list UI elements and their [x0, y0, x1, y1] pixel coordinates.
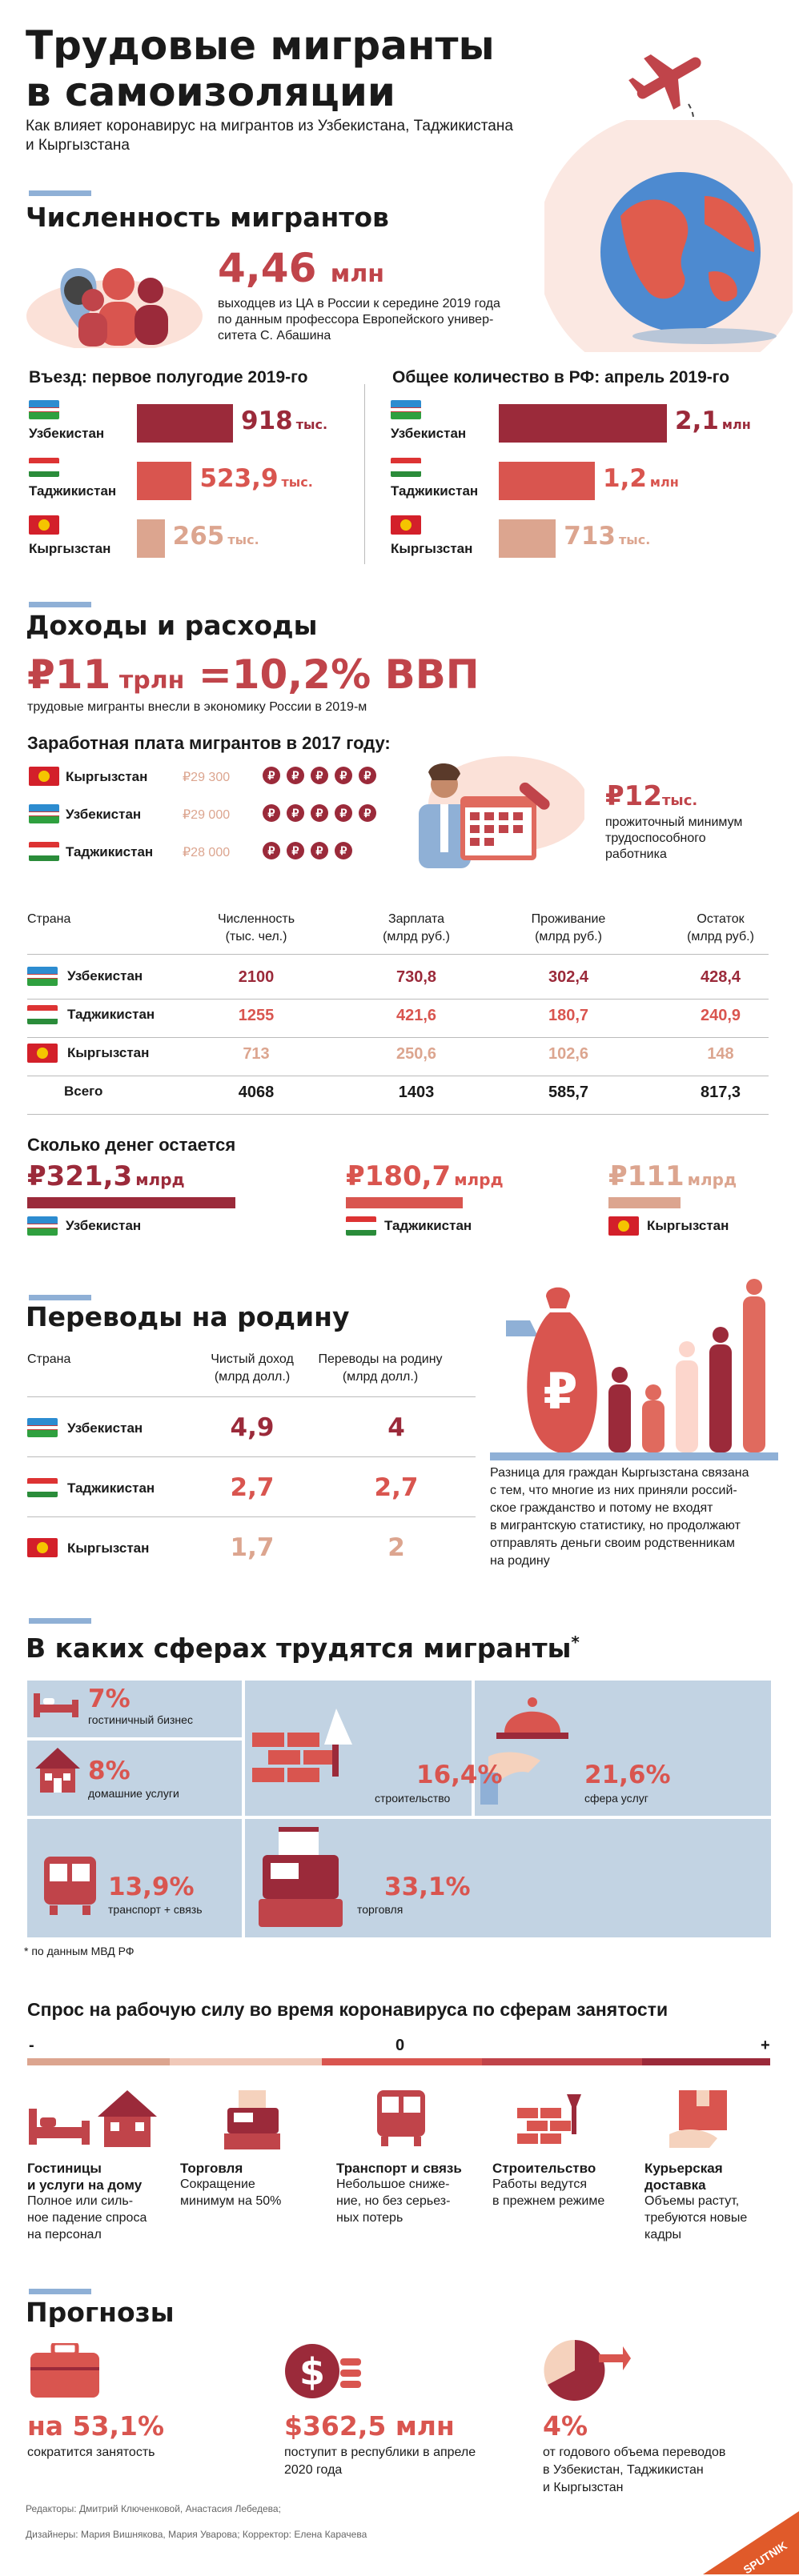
forecast-desc: 2020 года — [284, 2463, 343, 2477]
table-cell: 180,7 — [548, 1007, 589, 1024]
remains-country: Узбекистан — [66, 1218, 142, 1233]
table-cell: 102,6 — [548, 1045, 589, 1063]
remit-rule — [27, 1516, 476, 1517]
table-cell: 1255 — [238, 1007, 275, 1024]
minimum-desc: прожиточный минимум трудоспособного работника — [605, 815, 743, 861]
demand-bar-4 — [482, 2058, 642, 2065]
globe-icon — [544, 120, 793, 352]
sputnik-brand: SPUTNIK — [741, 2538, 789, 2576]
ruble-coin-icon: ₽ — [311, 804, 328, 822]
bar-unit: тыс. — [619, 532, 651, 547]
bus-small-icon — [373, 2089, 429, 2149]
remains-value: ₽180,7 — [346, 1160, 452, 1192]
ruble-coin-icon: ₽ — [335, 842, 352, 859]
flag-kg — [29, 515, 59, 535]
table-header-unit: (млрд руб.) — [383, 930, 450, 943]
table-cell: 585,7 — [548, 1084, 589, 1101]
demand-desc: Полное или силь- — [27, 2194, 134, 2208]
salary-heading: Заработная плата мигрантов в 2017 году: — [27, 733, 391, 753]
forecast-desc: и Кыргызстан — [543, 2481, 624, 2494]
ruble-coin-icon: ₽ — [311, 842, 328, 859]
bar-value: 265 — [172, 522, 225, 551]
remains-value: ₽111 — [608, 1160, 685, 1192]
remit-header: Чистый доход — [211, 1352, 294, 1366]
sphere-label: сфера услуг — [584, 1792, 648, 1805]
demand-heading: Спрос на рабочую силу во время коронавируса по сферам занятости — [27, 1999, 669, 2020]
money-bag-chart-icon — [490, 1272, 786, 1460]
table-cell: 1403 — [398, 1084, 435, 1101]
bar-label — [199, 464, 312, 493]
table-header-unit: (млрд руб.) — [535, 930, 602, 943]
subtitle: Как влияет коронавирус на мигрантов из Узбекистана, Таджикистана и Кыргызстана — [26, 118, 513, 154]
demand-desc: кадры — [644, 2228, 681, 2241]
remains-unit: млрд — [135, 1170, 185, 1189]
bar-category: Таджикистан — [29, 483, 117, 499]
ruble-coin-icon: ₽ — [263, 842, 280, 859]
flag-kg — [391, 515, 421, 535]
flag-uz — [27, 1216, 58, 1236]
remains-bar — [346, 1197, 463, 1208]
demand-desc: Работы ведутся — [492, 2177, 588, 2191]
ruble-coin-icon: ₽ — [263, 767, 280, 784]
section-income-heading: Доходы и расходы — [26, 610, 318, 641]
total-chart-title: Общее количество в РФ: апрель 2019-го — [392, 368, 730, 387]
sphere-label: строительство — [375, 1792, 451, 1805]
table-cell: 730,8 — [395, 968, 437, 986]
svg-text:₽: ₽ — [543, 1362, 578, 1420]
table-cell: 428,4 — [700, 968, 741, 986]
demand-minus: - — [29, 2037, 34, 2054]
dollar-coins-icon — [284, 2341, 364, 2401]
bar-category: Кыргызстан — [29, 541, 111, 556]
remit-header-unit: (млрд долл.) — [342, 1370, 419, 1384]
flag-tj — [346, 1216, 376, 1236]
ruble-coin-icon: ₽ — [263, 804, 280, 822]
flag-kg — [608, 1216, 639, 1236]
bar-value: 713 — [564, 522, 616, 551]
page-title: Трудовые мигранты в самоизоляции — [26, 22, 495, 115]
remit-transfer: 2,7 — [374, 1473, 419, 1502]
sphere-label: торговля — [357, 1903, 404, 1916]
bricks-icon — [252, 1709, 364, 1797]
salary-value: ₽29 000 — [183, 808, 231, 822]
spheres-note: * по данным МВД РФ — [24, 1945, 135, 1957]
svg-text:$: $ — [299, 2350, 326, 2394]
demand-desc: минимум на 50% — [180, 2194, 282, 2208]
remit-country: Кыргызстан — [67, 1540, 150, 1556]
remit-income: 1,7 — [230, 1533, 275, 1562]
table-cell: 421,6 — [395, 1007, 437, 1024]
cash-register-icon — [255, 1827, 343, 1931]
remains-value: ₽321,3 — [27, 1160, 133, 1192]
table-country: Таджикистан — [67, 1007, 155, 1022]
sphere-value: 8% — [88, 1757, 130, 1785]
salary-value: ₽29 300 — [183, 771, 231, 784]
table-cell: 713 — [243, 1045, 270, 1063]
bar-value: 1,2 — [603, 464, 647, 493]
flag-uz — [27, 967, 58, 986]
flag-tj — [391, 458, 421, 477]
remains-bar — [27, 1197, 235, 1208]
remit-country: Узбекистан — [67, 1420, 143, 1436]
forecast-value: 4% — [543, 2410, 588, 2442]
worker-calendar-icon — [404, 756, 584, 868]
demand-desc: ных потерь — [336, 2211, 404, 2225]
divider — [364, 384, 365, 564]
bar — [499, 462, 595, 500]
bar — [137, 519, 165, 558]
remains-country: Таджикистан — [384, 1218, 472, 1233]
hotel-home-icon — [27, 2089, 163, 2149]
section-remit-heading: Переводы на родину — [26, 1301, 350, 1332]
remit-country: Таджикистан — [67, 1480, 155, 1496]
demand-desc: Объемы растут, — [644, 2194, 740, 2208]
remit-note: Разница для граждан Кыргызстана связана с тем, что многие из них приняли россий- ское гражданство и потому не входят в мигрантскую статистику, но продолжают отправлять деньги своим родственникам на родину — [490, 1466, 749, 1568]
salary-country: Таджикистан — [66, 844, 154, 859]
remit-income: 2,7 — [230, 1473, 275, 1502]
sphere-label: транспорт + связь — [108, 1903, 203, 1916]
flag-uz — [27, 1418, 58, 1437]
demand-title: Курьерская — [644, 2161, 723, 2176]
sphere-value: 21,6% — [584, 1761, 671, 1789]
demand-bar-5 — [642, 2058, 770, 2065]
sphere-value: 7% — [88, 1685, 130, 1713]
bar-label — [675, 407, 751, 435]
bed-icon — [32, 1687, 80, 1719]
remains-label — [346, 1160, 504, 1192]
table-rule — [27, 1114, 769, 1115]
bar — [137, 462, 191, 500]
demand-title-2: доставка — [644, 2177, 706, 2193]
demand-plus: + — [761, 2037, 770, 2054]
ruble-coin-icon: ₽ — [335, 767, 352, 784]
bar-value: 2,1 — [675, 407, 719, 435]
demand-bar-3 — [322, 2058, 482, 2065]
remains-country: Кыргызстан — [647, 1218, 729, 1233]
remit-transfer: 2 — [387, 1533, 405, 1562]
table-header: Численность — [217, 912, 295, 926]
entry-chart-title: Въезд: первое полугодие 2019-го — [29, 368, 308, 387]
ruble-coin-icon: ₽ — [359, 767, 376, 784]
people-icon — [22, 252, 207, 348]
bar-unit: млн — [649, 475, 679, 490]
demand-title: Транспорт и связь — [336, 2161, 462, 2176]
table-country: Всего — [64, 1084, 103, 1099]
salary-country: Узбекистан — [66, 807, 142, 822]
demand-desc: Сокращение — [180, 2177, 255, 2191]
sphere-value: 16,4% — [416, 1761, 503, 1789]
flag-kg — [27, 1044, 58, 1063]
house-icon — [34, 1746, 82, 1794]
count-desc: выходцев из ЦА в России к середине 2019 года по данным профессора Европейского универ- ситета С. Абашина — [218, 297, 500, 343]
table-cell: 2100 — [238, 968, 275, 986]
remit-rule — [27, 1396, 476, 1397]
remains-unit: млрд — [454, 1170, 504, 1189]
demand-title: Гостиницы — [27, 2161, 102, 2176]
bar-category: Кыргызстан — [391, 541, 473, 556]
bar-label — [603, 464, 679, 493]
flag-uz — [29, 400, 59, 419]
forecast-desc: в Узбекистан, Таджикистан — [543, 2463, 704, 2477]
bar-label — [241, 407, 327, 435]
table-rule — [27, 954, 769, 955]
salary-value: ₽28 000 — [183, 846, 231, 859]
table-header: Остаток — [697, 912, 745, 926]
bar-unit: тыс. — [295, 417, 328, 432]
credits-designers: Дизайнеры: Мария Вишнякова, Мария Уварова; Корректор: Елена Карачева — [26, 2529, 367, 2540]
forecast-value: на 53,1% — [27, 2410, 165, 2442]
demand-desc: Небольшое сниже- — [336, 2177, 450, 2191]
bar-value: 918 — [241, 407, 293, 435]
demand-desc: ние, но без серьез- — [336, 2194, 451, 2208]
demand-bar-1 — [27, 2058, 189, 2065]
flag-tj — [29, 842, 59, 861]
ruble-coin-icon: ₽ — [311, 767, 328, 784]
table-cell: 302,4 — [548, 968, 589, 986]
income-big: ₽11 трлн =10,2% ВВП — [27, 651, 480, 698]
table-header-unit: (млрд руб.) — [687, 930, 754, 943]
bar-category: Таджикистан — [391, 483, 479, 499]
remit-transfer: 4 — [387, 1413, 405, 1442]
briefcase-icon — [29, 2343, 101, 2399]
table-header: Зарплата — [387, 912, 445, 926]
pie-arrows-icon — [543, 2338, 631, 2402]
ruble-coin-icon: ₽ — [359, 804, 376, 822]
bar-unit: млн — [721, 417, 751, 432]
demand-bar-2 — [170, 2058, 322, 2065]
remit-income: 4,9 — [230, 1413, 275, 1442]
bar — [499, 404, 667, 443]
demand-title: Строительство — [492, 2161, 596, 2176]
sphere-value: 33,1% — [384, 1873, 471, 1901]
bar-unit: тыс. — [281, 475, 313, 490]
remit-rule — [27, 1456, 476, 1457]
flag-tj — [27, 1478, 58, 1497]
bar-category: Узбекистан — [391, 426, 467, 441]
remains-label — [608, 1160, 737, 1192]
bar-label — [173, 522, 259, 551]
remit-header-unit: (млрд долл.) — [214, 1370, 291, 1384]
remit-header: Страна — [27, 1352, 71, 1366]
table-cell: 240,9 — [700, 1007, 741, 1024]
table-country: Узбекистан — [67, 968, 143, 984]
table-cell: 250,6 — [395, 1045, 437, 1063]
remit-header: Переводы на родину — [318, 1352, 443, 1366]
credits-editors: Редакторы: Дмитрий Ключенковой, Анастасия Лебедева; — [26, 2503, 281, 2514]
table-cell: 4068 — [238, 1084, 275, 1101]
courier-box-icon — [669, 2090, 733, 2150]
bar-label — [564, 522, 650, 551]
bar — [137, 404, 233, 443]
demand-zero: 0 — [395, 2037, 405, 2054]
forecast-value: $362,5 млн — [284, 2410, 455, 2442]
sphere-value: 13,9% — [108, 1873, 195, 1901]
demand-desc: ное падение спроса — [27, 2211, 147, 2225]
table-header: Проживание — [531, 912, 606, 926]
sphere-label: домашние услуги — [88, 1787, 179, 1800]
bar-category: Узбекистан — [29, 426, 105, 441]
flag-kg — [29, 767, 59, 786]
bar-unit: тыс. — [227, 532, 259, 547]
register-small-icon — [223, 2090, 283, 2150]
count-big: 4,46 млн — [218, 245, 385, 291]
bar-value: 523,9 — [199, 464, 279, 493]
table-header-unit: (тыс. чел.) — [225, 930, 287, 943]
demand-desc: требуются новые — [644, 2211, 748, 2225]
table-cell: 148 — [707, 1045, 734, 1063]
table-cell: 817,3 — [700, 1084, 741, 1101]
table-header: Страна — [27, 912, 71, 926]
table-rule — [27, 1037, 769, 1038]
ruble-coin-icon: ₽ — [287, 804, 304, 822]
salary-country: Кыргызстан — [66, 769, 148, 784]
table-rule — [27, 999, 769, 1000]
forecast-desc: сократится занятость — [27, 2446, 155, 2459]
table-country: Кыргызстан — [67, 1045, 150, 1060]
ruble-coin-icon: ₽ — [287, 842, 304, 859]
section-spheres-heading: В каких сферах трудятся мигранты* — [26, 1633, 580, 1664]
bar — [499, 519, 556, 558]
forecast-desc: поступит в республики в апреле — [284, 2446, 476, 2459]
ruble-coin-icon: ₽ — [287, 767, 304, 784]
income-desc: трудовые мигранты внесли в экономику России в 2019-м — [27, 700, 367, 714]
flag-tj — [29, 458, 59, 477]
bus-icon — [40, 1853, 100, 1917]
demand-title-2: и услуги на дому — [27, 2177, 143, 2193]
remains-title: Сколько денег остается — [27, 1135, 236, 1155]
demand-title: Торговля — [180, 2161, 243, 2176]
section-count-heading: Численность мигрантов — [26, 202, 389, 233]
remains-bar — [608, 1197, 681, 1208]
flag-uz — [391, 400, 421, 419]
sphere-label: гостиничный бизнес — [88, 1713, 193, 1726]
demand-desc: на персонал — [27, 2228, 102, 2241]
demand-desc: в прежнем режиме — [492, 2194, 605, 2208]
remains-unit: млрд — [687, 1170, 737, 1189]
flag-uz — [29, 804, 59, 823]
ruble-coin-icon: ₽ — [335, 804, 352, 822]
minimum-big: ₽12тыс. — [605, 780, 698, 812]
section-forecast-heading: Прогнозы — [26, 2297, 175, 2328]
remains-label — [27, 1160, 185, 1192]
forecast-desc: от годового объема переводов — [543, 2446, 726, 2459]
flag-tj — [27, 1005, 58, 1024]
bricks-small-icon — [517, 2090, 589, 2150]
flag-kg — [27, 1538, 58, 1557]
